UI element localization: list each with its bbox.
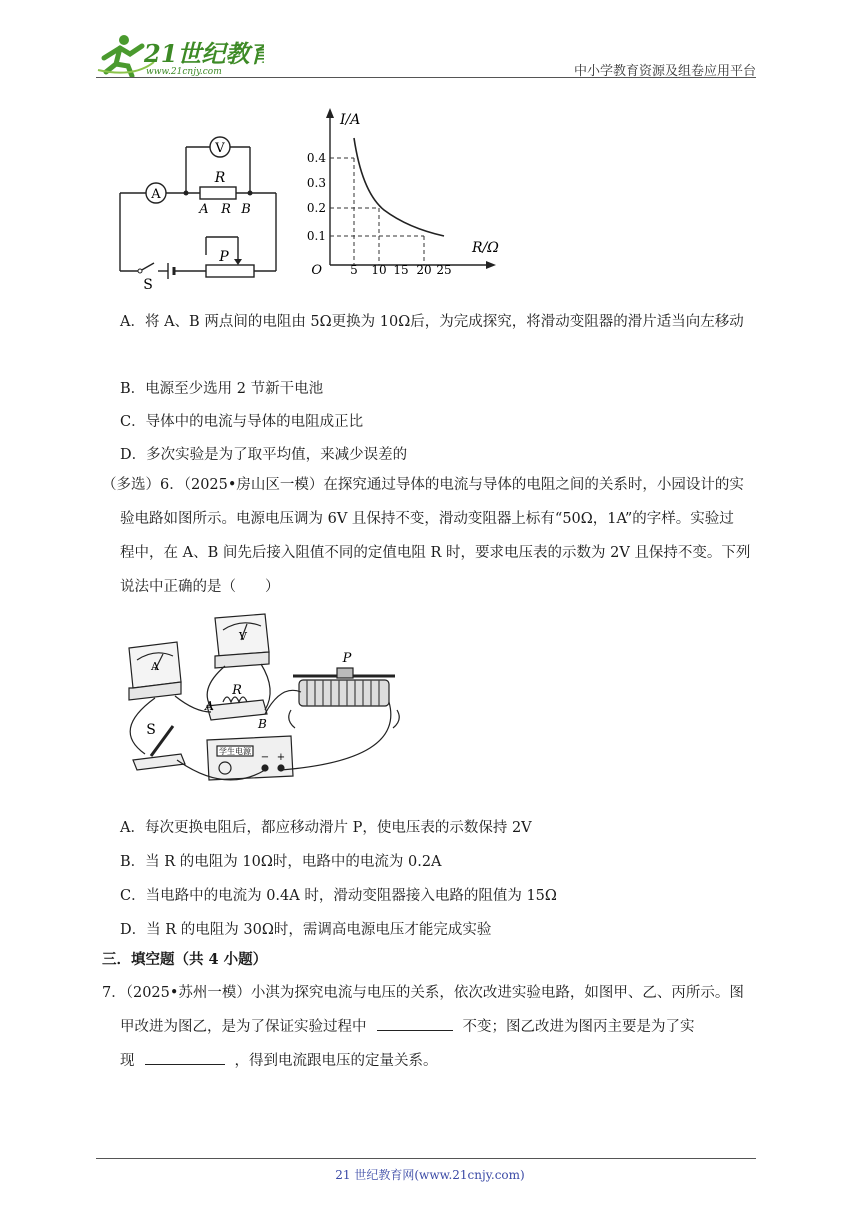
y-tick: 0.4: [306, 151, 326, 165]
y-tick: 0.3: [306, 176, 326, 190]
x-axis-label: R/Ω: [472, 240, 499, 256]
point-a-label: A: [199, 202, 209, 217]
q6-option-a: A．每次更换电阻后，都应移动滑片 P，使电压表的示数保持 2V: [120, 820, 532, 836]
x-tick: 5: [350, 263, 358, 277]
footer-link[interactable]: 21 世纪教育网(www.21cnjy.com): [335, 1168, 525, 1182]
q7-line-3: [120, 1044, 438, 1078]
power-minus-label: −: [260, 752, 270, 763]
apparatus-switch-label: S: [146, 722, 156, 738]
q7-line-3-part-b: ，得到电流跟电压的定量关系。: [234, 1053, 438, 1069]
x-tick: 20: [416, 263, 432, 277]
i-r-graph: [300, 100, 510, 280]
resistor-label: R: [214, 170, 226, 186]
apparatus-resistor-label: R: [232, 683, 242, 698]
q7-line-3-part-a: 现: [120, 1053, 135, 1069]
q6-line-3: 程中，在 A、B 间先后接入阻值不同的定值电阻 R 时，要求电压表的示数为 2V 且保持不变。下列: [120, 545, 751, 561]
apparatus-b-label: B: [258, 717, 267, 731]
runner-logo-icon: [94, 32, 264, 78]
header-divider: [96, 77, 756, 78]
q7-blank-2[interactable]: [145, 1050, 225, 1065]
q7-line-1: 7．（2025•苏州一模）小淇为探究电流与电压的关系，依次改进实验电路，如图甲、乙、丙所示。图: [102, 985, 744, 1001]
q7-line-2: [120, 1010, 695, 1044]
platform-name: 中小学教育资源及组卷应用平台: [573, 64, 756, 79]
q6-option-d: D．当 R 的电阻为 30Ω时，需调高电源电压才能完成实验: [120, 922, 492, 938]
circuit-diagram-1: [110, 125, 290, 295]
x-tick: 25: [436, 263, 452, 277]
q5-option-d: D．多次实验是为了取平均值，来减少误差的: [120, 447, 408, 463]
ammeter-dial-label: A: [151, 660, 159, 673]
section-title: 三．填空题（共 4 小题）: [102, 951, 268, 968]
apparatus-slider-label: P: [342, 651, 352, 666]
r-label: R: [221, 202, 231, 217]
q6-line-1: （多选）6．（2025•房山区一模）在探究通过导体的电流与导体的电阻之间的关系时，小园设计的实: [102, 477, 744, 493]
x-tick: 10: [371, 263, 387, 277]
q6-option-b: B．当 R 的电阻为 10Ω时，电路中的电流为 0.2A: [120, 854, 442, 870]
apparatus-figure: [115, 610, 415, 800]
y-axis-label: I/A: [340, 112, 361, 128]
apparatus-a-label: A: [205, 699, 214, 713]
q7-line-2-part-b: 不变；图乙改进为图丙主要是为了实: [462, 1019, 695, 1035]
q7-line-2-part-a: 甲改进为图乙，是为了保证实验过程中: [120, 1019, 367, 1035]
q5-option-a: A．将 A、B 两点间的电阻由 5Ω更换为 10Ω后，为完成探究，将滑动变阻器的滑片适当向左移动: [120, 314, 744, 330]
voltmeter-dial-label: V: [239, 630, 247, 643]
x-tick: 15: [393, 263, 409, 277]
footer-divider: [96, 1158, 756, 1159]
y-tick: 0.2: [306, 201, 326, 215]
point-b-label: B: [241, 202, 251, 217]
inverse-curve: [354, 138, 444, 236]
slider-label: P: [219, 249, 229, 265]
q7-blank-1[interactable]: [377, 1016, 453, 1031]
q5-option-b: B．电源至少选用 2 节新干电池: [120, 381, 324, 397]
origin-label: O: [311, 263, 322, 278]
power-plus-label: +: [276, 752, 286, 763]
site-logo: [94, 32, 264, 78]
power-supply-label: 学生电源: [219, 747, 251, 756]
logo-big-text: 21世纪教育: [144, 39, 264, 68]
q6-option-c: C．当电路中的电流为 0.4A 时，滑动变阻器接入电路的阻值为 15Ω: [120, 888, 557, 904]
y-tick: 0.1: [306, 229, 326, 243]
voltmeter-label: V: [215, 141, 225, 156]
ammeter-label: A: [151, 187, 161, 202]
q6-line-4: 说法中正确的是（ ）: [120, 579, 280, 595]
q5-option-c: C．导体中的电流与导体的电阻成正比: [120, 414, 364, 430]
q6-line-2: 验电路如图所示。电源电压调为 6V 且保持不变，滑动变阻器上标有“50Ω，1A”的字样。实验过: [120, 511, 734, 527]
switch-label: S: [143, 277, 153, 293]
logo-url-text: www.21cnjy.com: [146, 67, 222, 77]
